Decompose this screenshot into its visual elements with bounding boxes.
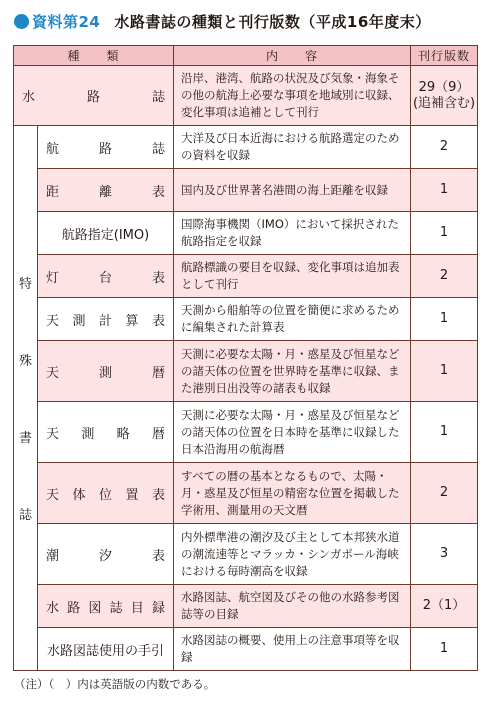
table-row [14,126,478,169]
row-content: すべての暦の基本となるもので、太陽・月・惑星及び恒星の精密な位置を掲載した学術用、測量用の天文暦 [174,463,411,524]
table-row [14,524,478,585]
name-char: 置 [125,487,139,503]
row-name-chars [46,267,165,286]
name-char: 台 [99,270,113,286]
name-char: 航路指定(IMO) [61,227,150,243]
table-header-row [14,46,478,66]
row-name [38,463,174,524]
header-kind: 種 類 [14,46,174,66]
name-char: 灯 [46,270,60,286]
row-name-chars [46,362,165,381]
row-name-chars [22,86,165,105]
row-name [38,402,174,463]
publications-table [13,45,478,671]
name-char: 測 [99,365,113,381]
row-name [38,524,174,585]
name-char: 天 [46,487,60,503]
name-char: 暦 [151,426,165,442]
row-content: 天測から船舶等の位置を簡便に求めるために編集された計算表 [174,298,411,341]
row-count: 1 [411,341,478,402]
row-count: 1 [411,298,478,341]
table-row [14,585,478,628]
name-char: 暦 [152,365,166,381]
footnote: （注）（ ）内は英語版の内数である。 [14,677,216,691]
row-name [38,255,174,298]
name-char: 算 [125,313,139,329]
name-char: 位 [99,487,113,503]
row-name-chars [46,423,165,442]
group-char: 特 [18,277,32,292]
row-content: 天測に必要な太陽・月・惑星及び恒星などの諸天体の位置を世界時を基準に収録、また港別日出没等の諸表も収録 [174,341,411,402]
table-row [14,463,478,524]
row-name [38,341,174,402]
row-name [38,126,174,169]
name-char: 水路図誌使用の手引 [47,643,165,659]
name-char: 略 [116,426,130,442]
row-name [38,169,174,212]
row-content: 水路図誌の概要、使用上の注意事項等を収録 [174,628,411,671]
row-count: 2 [411,463,478,524]
row-name [38,628,174,671]
row-name [38,298,174,341]
row-count: 1 [411,628,478,671]
table-row [14,255,478,298]
group-char: 書 [18,431,32,446]
name-char: 誌 [109,600,123,616]
row-name-chars [46,640,165,659]
name-char: 表 [152,487,166,503]
row-content: 天測に必要な太陽・月・惑星及び恒星などの諸天体の位置を日本時を基準に収録した日本沿海用の航海暦 [174,402,411,463]
row-count: 1 [411,212,478,255]
name-char: 表 [152,184,166,200]
header-count: 刊行版数 [411,46,478,66]
name-char: 汐 [99,548,113,564]
row-content: 航路標識の要目を収録、変化事項は追加表として刊行 [174,255,411,298]
row-name-chars [46,181,165,200]
name-char: 誌 [152,141,166,157]
name-char: 誌 [152,90,166,105]
row-content: 大洋及び日本近海における航路選定のための資料を収録 [174,126,411,169]
row-name-chars [46,484,165,503]
name-char: 図 [88,600,102,616]
row-count-sub: (追補含む) [412,95,476,111]
row-content: 国際海事機関（IMO）において採択された航路指定を収録 [174,212,411,255]
row-name-chars [46,597,165,616]
name-char: 潮 [46,548,60,564]
row-content: 沿岸、港湾、航路の状況及び気象・海象その他の航海上必要な事項を地域別に収録、変化事項は追補として刊行 [174,66,411,126]
row-count: 3 [411,524,478,585]
row-content: 水路図誌、航空図及びその他の水路参考図誌等の目録 [174,585,411,628]
name-char: 水 [46,600,60,616]
group-char: 誌 [18,508,32,523]
table-row [14,402,478,463]
row-name [14,66,174,126]
name-char: 路 [87,90,101,105]
name-char: 測 [72,313,86,329]
name-char: 天 [46,426,60,442]
table-row [14,66,478,126]
group-char: 殊 [18,354,32,369]
name-char: 天 [46,365,60,381]
name-char: 水 [22,90,36,105]
name-char: 測 [81,426,95,442]
header-content: 内 容 [174,46,411,66]
row-name-chars [46,224,165,243]
row-count [411,66,478,126]
name-char: 表 [152,313,166,329]
row-name-chars [46,310,165,329]
name-char: 体 [72,487,86,503]
table-row [14,628,478,671]
name-char: 天 [46,313,60,329]
title-label: 資料第24 [32,12,101,31]
name-char: 離 [99,184,113,200]
title-text: 水路書誌の種類と刊行版数（平成16年度末） [114,12,431,31]
name-char: 路 [99,141,113,157]
row-name-chars [46,545,165,564]
row-content: 国内及び世界著名港間の海上距離を収録 [174,169,411,212]
table-row [14,169,478,212]
row-count: 1 [411,402,478,463]
name-char: 目 [130,600,144,616]
name-char: 表 [152,548,166,564]
name-char: 表 [152,270,166,286]
row-name [38,585,174,628]
table-row [14,212,478,255]
name-char: 計 [99,313,113,329]
table-row [14,341,478,402]
table-row [14,298,478,341]
name-char: 路 [67,600,81,616]
name-char: 録 [151,600,165,616]
group-label [14,126,38,671]
name-char: 距 [46,184,60,200]
group-label-chars [14,273,37,523]
row-count: 2（1） [411,585,478,628]
row-content: 内外標準港の潮汐及び主として本邦狭水道の潮流速等とマラッカ・シンガポール海峡における毎時潮高を収録 [174,524,411,585]
name-char: 航 [46,141,60,157]
row-name-chars [46,138,165,157]
bullet-circle-icon [14,14,29,29]
row-name [38,212,174,255]
document-title [14,10,431,32]
row-count: 1 [411,169,478,212]
row-count-main: 29（9） [418,79,470,95]
row-count: 2 [411,126,478,169]
row-count: 2 [411,255,478,298]
